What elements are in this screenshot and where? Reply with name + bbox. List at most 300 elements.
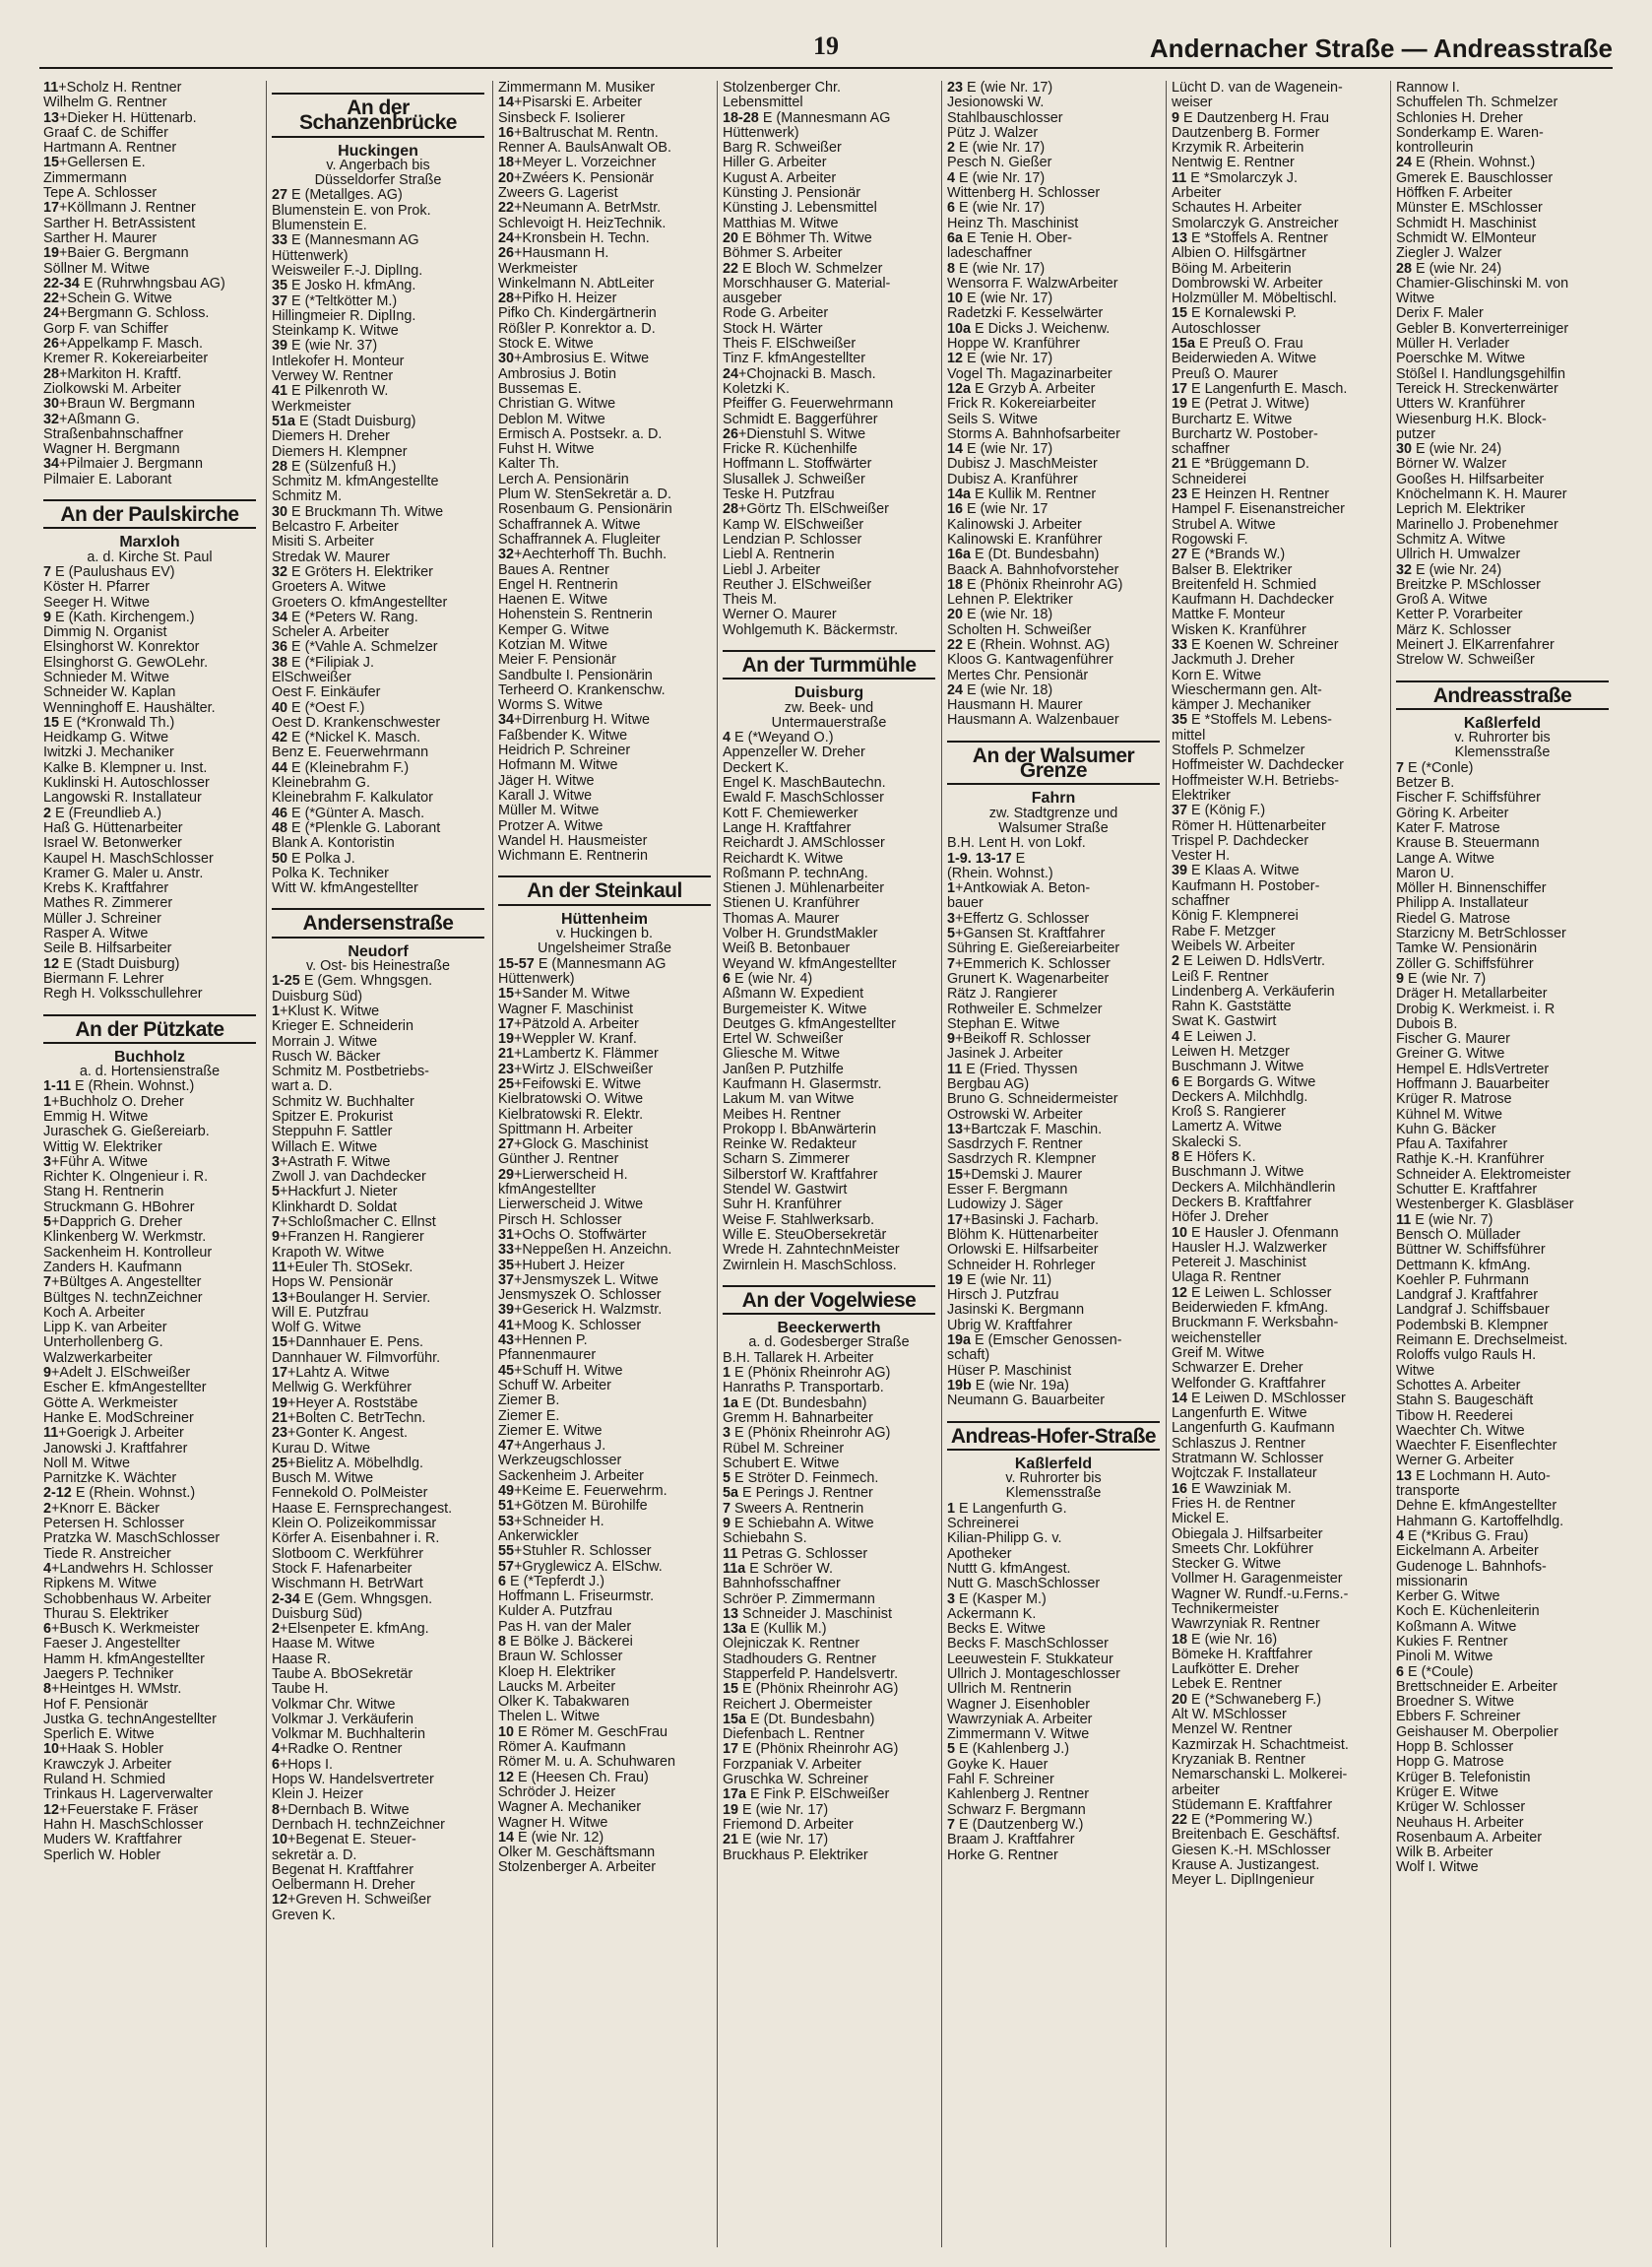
- list-item: [43, 1381, 256, 1395]
- list-item: [43, 565, 256, 580]
- resident-text: E Leiwen D. HdlsVertr.: [1183, 954, 1325, 970]
- house-number: 28: [1396, 261, 1417, 277]
- list-item: [272, 1863, 484, 1878]
- list-item: [947, 1047, 1160, 1062]
- list-item: [1172, 1722, 1384, 1737]
- resident-text: Kielbratowski O. Witwe: [498, 1092, 644, 1108]
- resident-text: Terheerd O. Krankenschw.: [498, 682, 666, 698]
- list-item: [272, 1261, 484, 1275]
- resident-text: Utters W. Kranführer: [1396, 397, 1526, 413]
- resident-text: Justka G. technAngestellter: [43, 1712, 217, 1727]
- resident-text: Kugust A. Arbeiter: [723, 170, 837, 186]
- list-item: [947, 1682, 1160, 1697]
- resident-text: Steinkamp K. Witwe: [272, 324, 399, 340]
- resident-text: Lerch A. Pensionärin: [498, 472, 629, 487]
- list-item: [498, 1379, 711, 1393]
- list-item: [272, 264, 484, 279]
- resident-text: Zwoll J. van Dachdecker: [272, 1170, 426, 1186]
- resident-text: E (Stadt Duisburg): [63, 956, 180, 972]
- list-item: [43, 262, 256, 277]
- district-name: Kaßlerfeld: [1463, 714, 1542, 732]
- resident-text: Jesionowski W.: [947, 96, 1045, 111]
- column-2: [272, 81, 484, 2247]
- resident-text: Schuff W. Arbeiter: [498, 1378, 611, 1393]
- resident-text: Betzer B.: [1396, 776, 1455, 792]
- resident-text: Jackmuth J. Dreher: [1172, 653, 1295, 669]
- house-number: 22: [947, 637, 968, 653]
- list-item: [1172, 1045, 1384, 1060]
- list-item: [272, 1110, 484, 1125]
- list-item: [947, 1228, 1160, 1243]
- resident-text: kontrolleurin: [1396, 141, 1474, 157]
- resident-text: Stock H. Wärter: [723, 321, 823, 337]
- list-item: [1396, 291, 1609, 306]
- list-item: [723, 1486, 935, 1501]
- list-item: [272, 294, 484, 309]
- list-item: [723, 1833, 935, 1847]
- resident-text: E (*Plenkle G. Laborant: [291, 820, 441, 836]
- resident-text: Braun W. Schlosser: [498, 1650, 623, 1665]
- list-item: [947, 1303, 1160, 1318]
- list-item: [43, 1396, 256, 1411]
- resident-text: Reichert J. Obermeister: [723, 1697, 872, 1713]
- list-item: [498, 578, 711, 593]
- resident-text: Engel H. Rentnerin: [498, 577, 618, 593]
- house-number: 14: [498, 1830, 519, 1846]
- resident-text: Söllner M. Witwe: [43, 261, 150, 277]
- house-number: 6: [723, 971, 735, 987]
- list-item: [1396, 1319, 1609, 1333]
- list-item: [1396, 1259, 1609, 1273]
- list-item: [947, 941, 1160, 956]
- resident-text: +Neppeßen H. Anzeichn.: [514, 1243, 672, 1259]
- list-item: [1396, 653, 1609, 668]
- list-item: [723, 1152, 935, 1167]
- list-item: [498, 638, 711, 653]
- resident-text: E (Kath. Kirchengem.): [55, 610, 195, 625]
- resident-text: Giesen K.-H. MSchlosser: [1172, 1843, 1331, 1858]
- list-item: [1172, 1662, 1384, 1677]
- list-item: [498, 1680, 711, 1695]
- resident-text: Buschmann J. Witwe: [1172, 1060, 1304, 1075]
- house-number: 9: [1172, 110, 1184, 126]
- resident-text: Pfau A. Taxifahrer: [1396, 1137, 1508, 1153]
- resident-text: E (*Kribus G. Frau): [1408, 1528, 1529, 1544]
- list-item: [498, 186, 711, 201]
- list-item: [43, 941, 256, 956]
- list-item: [723, 1198, 935, 1212]
- resident-text: Bömeke H. Kraftfahrer: [1172, 1647, 1313, 1662]
- house-number: 19: [43, 246, 60, 262]
- list-item: [498, 1589, 711, 1604]
- resident-text: Winkelmann N. AbtLeiter: [498, 276, 655, 291]
- list-item: [43, 111, 256, 126]
- resident-text: E (wie Nr. 24): [1416, 261, 1502, 277]
- list-item: [723, 1607, 935, 1622]
- resident-text: +Heyer A. Roststäbe: [287, 1395, 418, 1411]
- list-item: [1172, 1270, 1384, 1285]
- list-item: [1396, 1860, 1609, 1875]
- list-item: [43, 1261, 256, 1275]
- resident-text: Willach E. Witwe: [272, 1139, 378, 1155]
- house-number: 49: [498, 1484, 515, 1500]
- resident-text: Strelow W. Schweißer: [1396, 653, 1535, 669]
- street-bounds: v. Huckingen b.: [555, 926, 654, 942]
- list-item: [1172, 487, 1384, 502]
- list-item: [947, 473, 1160, 487]
- resident-text: Kloep H. Elektriker: [498, 1664, 616, 1680]
- resident-text: Hohenstein S. Rentnerin: [498, 608, 653, 623]
- resident-text: Deblon M. Witwe: [498, 412, 605, 427]
- house-number: 2: [43, 806, 56, 821]
- house-number: 20: [947, 608, 968, 623]
- list-item: [947, 1833, 1160, 1847]
- list-item: [1172, 578, 1384, 593]
- resident-text: Blank A. Kontoristin: [272, 836, 395, 852]
- list-item: [498, 306, 711, 321]
- resident-text: Barg R. Schweißer: [723, 141, 842, 157]
- list-item: [498, 669, 711, 683]
- resident-text: E (*Kronwald Th.): [63, 715, 175, 731]
- list-item: [43, 1095, 256, 1110]
- resident-text: Morschhauser G. Material-: [723, 276, 891, 291]
- list-item: [272, 1637, 484, 1652]
- resident-text: Laufkötter E. Dreher: [1172, 1662, 1300, 1678]
- resident-text: E Leiwen J.: [1183, 1029, 1257, 1045]
- list-item: [947, 1502, 1160, 1517]
- resident-text: Stolzenberger A. Arbeiter: [498, 1860, 656, 1876]
- house-number: 25: [272, 1456, 288, 1471]
- resident-text: Taube A. BbOSekretär: [272, 1666, 413, 1682]
- list-item: [947, 262, 1160, 277]
- list-item: [43, 776, 256, 791]
- resident-text: Weisweiler F.-J. DiplIng.: [272, 263, 423, 279]
- list-item: [1396, 111, 1609, 126]
- house-number: 38: [272, 655, 292, 671]
- resident-text: E (Kullik M.): [750, 1622, 827, 1638]
- street-bounds: zw. Stadtgrenze und: [988, 805, 1118, 821]
- list-item: [947, 1364, 1160, 1379]
- house-number: 12: [947, 352, 968, 367]
- list-item: [498, 1303, 711, 1318]
- list-item: [1172, 518, 1384, 533]
- resident-text: E (Stadt Duisburg): [299, 414, 416, 429]
- list-item: [1396, 578, 1609, 593]
- resident-text: Dettmann K. kfmAng.: [1396, 1258, 1531, 1273]
- list-item: [723, 1787, 935, 1802]
- list-item: [272, 596, 484, 611]
- resident-text: schaffner: [1172, 442, 1230, 458]
- resident-text: Stadhouders G. Rentner: [723, 1652, 876, 1667]
- list-item: [498, 427, 711, 442]
- resident-text: Weiß B. Betonbauer: [723, 941, 851, 957]
- resident-text: E Heinzen H. Rentner: [1191, 487, 1329, 503]
- resident-text: Janowski J. Kraftfahrer: [43, 1441, 188, 1457]
- house-number: 23: [947, 81, 968, 96]
- resident-text: Faßbender K. Witwe: [498, 728, 628, 744]
- resident-text: Wrede H. ZahntechnMeister: [723, 1243, 900, 1259]
- resident-text: Kielbratowski R. Elektr.: [498, 1107, 644, 1123]
- list-item: [43, 1517, 256, 1531]
- resident-text: E (Dautzenberg W.): [959, 1817, 1084, 1833]
- resident-text: E (Mannesmann AG: [291, 233, 419, 249]
- resident-text: Sandbulte I. Pensionärin: [498, 668, 653, 683]
- list-item: [1172, 1075, 1384, 1090]
- list-item: [272, 1125, 484, 1139]
- list-item: [272, 656, 484, 671]
- list-item: [723, 1698, 935, 1713]
- list-item: [1396, 987, 1609, 1002]
- resident-text: E (wie Nr. 17): [959, 261, 1046, 277]
- list-item: [1172, 683, 1384, 698]
- list-item: [272, 1351, 484, 1366]
- resident-text: Rasper A. Witwe: [43, 927, 149, 942]
- list-item: [272, 1215, 484, 1230]
- list-item: [1396, 608, 1609, 622]
- list-item: [723, 941, 935, 956]
- resident-text: König F. Klempnerei: [1172, 909, 1299, 925]
- resident-text: Blumenstein E. von Prok.: [272, 203, 431, 219]
- list-item: [1172, 277, 1384, 291]
- resident-text: E (*Pommering W.): [1191, 1813, 1313, 1829]
- resident-text: Kaufmann H. Postober-: [1172, 878, 1320, 894]
- resident-text: Pfannenmaurer: [498, 1348, 597, 1364]
- resident-text: Hamm H. kfmAngestellter: [43, 1652, 205, 1667]
- list-item: [1172, 1120, 1384, 1134]
- resident-text: E (wie Nr. 17): [959, 170, 1046, 186]
- resident-text: Geishauser M. Oberpolier: [1396, 1724, 1558, 1740]
- resident-text: Petersen H. Schlosser: [43, 1517, 185, 1532]
- list-item: [1172, 427, 1384, 442]
- resident-text: Becks F. MaschSchlosser: [947, 1637, 1109, 1652]
- list-item: [723, 608, 935, 622]
- list-item: [498, 262, 711, 277]
- resident-text: Rannow I.: [1396, 81, 1460, 96]
- resident-text: Tepe A. Schlosser: [43, 186, 158, 202]
- resident-text: E (Mannesmann AG: [538, 956, 667, 972]
- resident-text: E Dautzenberg H. Frau: [1183, 110, 1329, 126]
- list-item: [1172, 291, 1384, 306]
- resident-text: E Langenfurth E. Masch.: [1191, 381, 1348, 397]
- resident-text: Dannhauer W. Filmvorführ.: [272, 1350, 441, 1366]
- house-number: 21: [498, 1047, 515, 1063]
- resident-text: Hoffmeister W. Dachdecker: [1172, 758, 1344, 774]
- house-number: 28: [272, 459, 292, 475]
- list-item: [498, 246, 711, 261]
- list-item: [723, 397, 935, 412]
- list-item: [1172, 81, 1384, 96]
- list-item: [272, 355, 484, 369]
- resident-text: wart a. D.: [272, 1079, 333, 1095]
- resident-text: +Bültges A. Angestellter: [51, 1275, 202, 1291]
- list-item: [43, 987, 256, 1002]
- resident-text: E (wie Nr. 37): [291, 339, 378, 355]
- resident-text: Schmitz M. kfmAngestellte: [272, 475, 439, 490]
- house-number: 1: [272, 1004, 281, 1019]
- list-item: [1172, 774, 1384, 789]
- resident-text: E Bölke J. Bäckerei: [510, 1634, 633, 1650]
- house-number: 19: [1172, 397, 1192, 413]
- resident-text: +Schneider H.: [514, 1514, 604, 1529]
- resident-text: +Meyer L. Vorzeichner: [514, 156, 657, 171]
- list-item: [947, 836, 1160, 851]
- resident-text: Volber H. GrundstMakler: [723, 927, 878, 942]
- resident-text: E Schiebahn A. Witwe: [734, 1517, 874, 1532]
- resident-text: Dimmig N. Organist: [43, 625, 167, 641]
- resident-text: E (*Schwaneberg F.): [1191, 1692, 1321, 1708]
- house-number: 10a: [947, 321, 976, 337]
- resident-text: Bergbau AG): [947, 1077, 1030, 1092]
- list-item: [1396, 186, 1609, 201]
- house-number: 44: [272, 760, 292, 776]
- resident-text: Alt W. MSchlosser: [1172, 1708, 1287, 1723]
- list-item: [43, 731, 256, 745]
- list-item: [1172, 879, 1384, 894]
- list-item: [272, 1140, 484, 1155]
- list-item: [1396, 397, 1609, 412]
- resident-text: Schneider A. Elektromeister: [1396, 1167, 1571, 1183]
- list-item: [43, 1125, 256, 1139]
- resident-text: Vollmer H. Garagenmeister: [1172, 1572, 1343, 1587]
- list-item: [947, 1592, 1160, 1607]
- resident-text: Polka K. Techniker: [272, 866, 389, 881]
- resident-text: Hoppe W. Kranführer: [947, 337, 1081, 353]
- house-number: 6: [947, 201, 960, 217]
- list-item: [1396, 306, 1609, 321]
- resident-text: Reuther J. ElSchweißer: [723, 577, 872, 593]
- resident-text: Hoffmann L. Stoffwärter: [723, 457, 872, 473]
- list-item: [723, 262, 935, 277]
- list-item: [1172, 533, 1384, 548]
- list-item: [947, 698, 1160, 713]
- list-item: [43, 1110, 256, 1125]
- column-1: [43, 81, 256, 2247]
- resident-text: Koehler P. Fuhrmann: [1396, 1272, 1529, 1288]
- list-item: [947, 1547, 1160, 1562]
- list-item: [43, 1758, 256, 1773]
- list-item: [723, 1047, 935, 1062]
- list-item: [1396, 1333, 1609, 1348]
- resident-text: +Schloßmacher C. Ellnst: [280, 1215, 436, 1231]
- resident-text: E (Kasper M.): [959, 1591, 1047, 1607]
- resident-text: Witwe: [1396, 291, 1435, 307]
- list-item: [1396, 1137, 1609, 1152]
- list-item: [43, 427, 256, 442]
- list-item: [1396, 473, 1609, 487]
- list-item: [947, 1108, 1160, 1123]
- resident-text: +Busch K. Werkmeister: [51, 1622, 200, 1638]
- list-item: [723, 277, 935, 291]
- resident-text: +Schuff H. Witwe: [514, 1363, 623, 1379]
- resident-text: Krüger E. Witwe: [1396, 1784, 1498, 1800]
- house-number: 32: [1396, 562, 1417, 578]
- house-number: 28: [723, 502, 739, 518]
- list-item: [723, 231, 935, 246]
- list-item: [498, 231, 711, 246]
- resident-text: Ziemer E.: [498, 1408, 560, 1424]
- resident-text: Krüger W. Schlosser: [1396, 1800, 1526, 1816]
- house-number: 37: [1172, 804, 1192, 819]
- list-item: [1172, 1000, 1384, 1014]
- list-item: [43, 1502, 256, 1517]
- resident-text: Petereit J. Maschinist: [1172, 1256, 1306, 1271]
- list-item: [947, 1259, 1160, 1273]
- resident-text: +Führ A. Witwe: [51, 1154, 148, 1170]
- resident-text: Höffken F. Arbeiter: [1396, 186, 1513, 202]
- resident-text: Friemond D. Arbeiter: [723, 1817, 854, 1833]
- list-item: [498, 1123, 711, 1137]
- list-item: [947, 623, 1160, 638]
- list-item: [723, 578, 935, 593]
- list-item: [43, 1471, 256, 1486]
- resident-text: E (*Vahle A. Schmelzer: [291, 640, 438, 656]
- district-name: Marxloh: [119, 534, 180, 551]
- house-number: 15: [272, 1335, 288, 1351]
- resident-text: Elsinghorst W. Konrektor: [43, 640, 200, 656]
- house-number: 23: [498, 1062, 515, 1077]
- resident-text: E (Paulushaus EV): [55, 564, 175, 580]
- resident-text: Schottes A. Arbeiter: [1396, 1378, 1521, 1393]
- house-number: 20: [1172, 1692, 1192, 1708]
- resident-text: Baack A. Bahnhofvorsteher: [947, 562, 1119, 578]
- list-item: [1396, 1604, 1609, 1619]
- resident-text: Blöhm K. Hüttenarbeiter: [947, 1227, 1099, 1243]
- resident-text: Reichardt K. Witwe: [723, 851, 844, 867]
- list-item: [1172, 548, 1384, 562]
- list-item: [1172, 1392, 1384, 1406]
- list-item: [1396, 927, 1609, 941]
- resident-text: +Adelt J. ElSchweißer: [51, 1366, 191, 1382]
- resident-text: Stößel I. Handlungsgehilfin: [1396, 366, 1565, 382]
- resident-text: Römer A. Kaufmann: [498, 1740, 626, 1756]
- resident-text: E (wie Nr. 7): [1408, 971, 1487, 987]
- resident-text: +Dannhauer E. Pens.: [287, 1335, 424, 1351]
- list-item: [947, 578, 1160, 593]
- list-item: [272, 1065, 484, 1079]
- list-item: [1172, 1828, 1384, 1843]
- resident-text: Matthias M. Witwe: [723, 216, 839, 231]
- resident-text: +Weppler W. Kranf.: [514, 1032, 637, 1048]
- resident-text: Pilmaier E. Laborant: [43, 472, 172, 487]
- list-item: [1172, 909, 1384, 924]
- resident-text: Jäger H. Witwe: [498, 773, 595, 789]
- resident-text: +Klust K. Witwe: [280, 1004, 380, 1019]
- list-item: [272, 1909, 484, 1923]
- district-name: Kaßlerfeld: [1014, 1455, 1093, 1472]
- list-item: [272, 1486, 484, 1501]
- list-item: [1172, 156, 1384, 170]
- house-number: 12: [43, 1802, 60, 1818]
- resident-text: Breitenfeld H. Schmied: [1172, 577, 1317, 593]
- list-item: [947, 669, 1160, 683]
- resident-text: Belcastro F. Arbeiter: [272, 520, 399, 536]
- list-item: [1396, 1560, 1609, 1575]
- resident-text: Technikermeister: [1172, 1601, 1279, 1617]
- resident-text: Israel W. Betonwerker: [43, 836, 182, 852]
- list-item: [272, 1335, 484, 1350]
- house-number: 47: [498, 1439, 515, 1455]
- resident-text: Parnitzke K. Wächter: [43, 1471, 177, 1487]
- resident-text: Vogel Th. Magazinarbeiter: [947, 366, 1112, 382]
- list-item: [1172, 789, 1384, 804]
- list-item: [1172, 397, 1384, 412]
- list-item: [272, 1652, 484, 1667]
- resident-text: E (wie Nr. 24): [1416, 442, 1502, 458]
- resident-text: Wagner H. Bergmann: [43, 442, 180, 458]
- list-item: [1172, 1421, 1384, 1436]
- resident-text: putzer: [1396, 426, 1435, 442]
- column-3: [498, 81, 711, 2247]
